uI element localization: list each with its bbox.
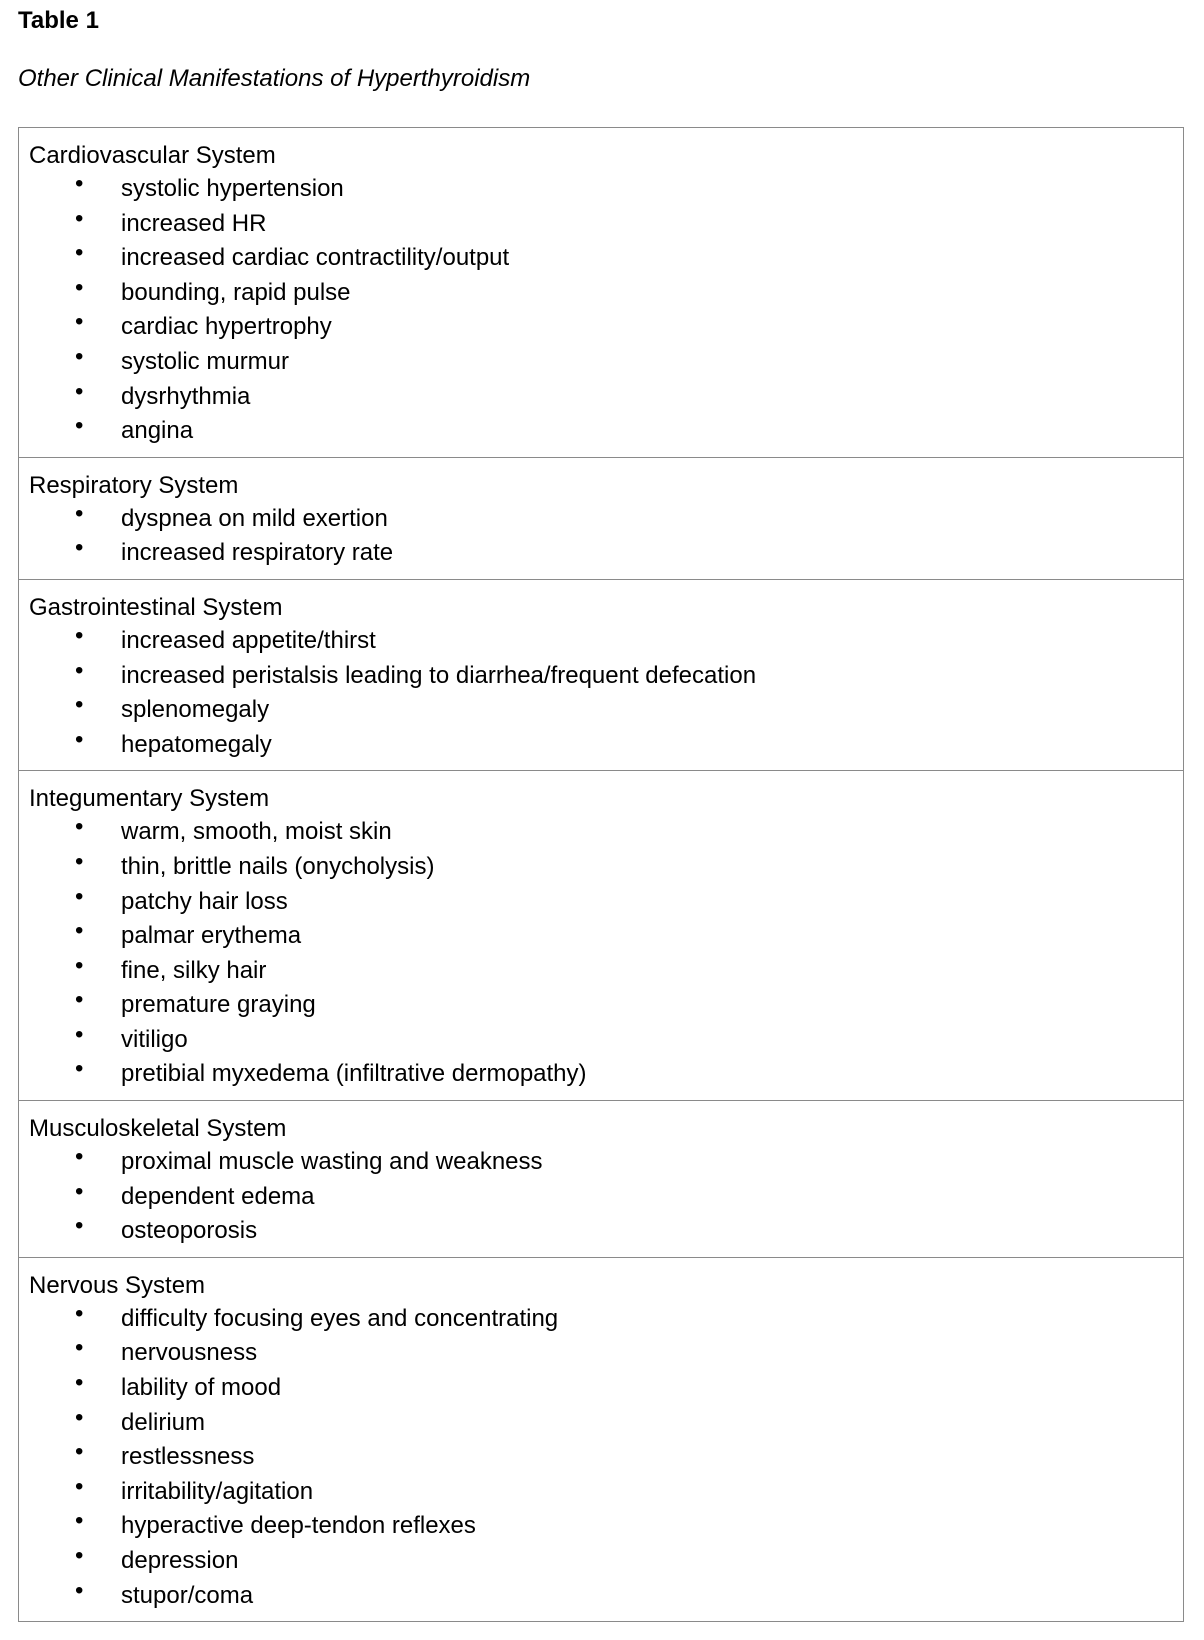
list-item-text: dysrhythmia bbox=[121, 382, 251, 410]
list-item bbox=[29, 1057, 1183, 1092]
list-item bbox=[29, 1403, 1183, 1441]
list-item-text: pretibial myxedema (infiltrative dermopathy) bbox=[121, 1060, 587, 1088]
bullet-icon: • bbox=[75, 273, 84, 301]
list-item bbox=[29, 725, 1183, 763]
list-item bbox=[29, 1472, 1183, 1510]
list-item-text: osteoporosis bbox=[121, 1217, 258, 1245]
list-item-text: hepatomegaly bbox=[121, 730, 272, 758]
bullet-icon: • bbox=[75, 239, 84, 267]
table-label: Table 1 bbox=[18, 7, 99, 34]
list-item bbox=[29, 1145, 1183, 1180]
bullet-icon: • bbox=[75, 1576, 84, 1604]
list-item-text: palmar erythema bbox=[121, 922, 302, 950]
manifestation-list bbox=[29, 621, 1183, 762]
bullet-icon: • bbox=[75, 1438, 84, 1466]
list-item bbox=[29, 342, 1183, 380]
bullet-icon: • bbox=[75, 1143, 84, 1171]
bullet-icon: • bbox=[75, 170, 84, 197]
manifestation-list bbox=[29, 1145, 1183, 1249]
list-item bbox=[29, 693, 1183, 728]
section-musculoskeletal-system bbox=[19, 1100, 1183, 1257]
list-item-text: proximal muscle wasting and weakness bbox=[121, 1148, 543, 1176]
section-cardiovascular-system bbox=[19, 128, 1183, 457]
bullet-icon: • bbox=[75, 813, 84, 841]
list-item bbox=[29, 815, 1183, 850]
list-item-text: difficulty focusing eyes and concentrating bbox=[121, 1304, 559, 1332]
bullet-icon: • bbox=[75, 1212, 84, 1240]
list-item-text: lability of mood bbox=[121, 1374, 282, 1402]
list-item-text: depression bbox=[121, 1547, 239, 1574]
list-item bbox=[29, 988, 1183, 1023]
list-item-text: systolic murmur bbox=[121, 347, 290, 375]
bullet-icon: • bbox=[75, 1299, 84, 1327]
bullet-icon: • bbox=[75, 1507, 84, 1535]
bullet-icon: • bbox=[75, 1542, 84, 1569]
list-item bbox=[29, 414, 1183, 449]
list-item bbox=[29, 919, 1183, 954]
list-item-text: increased appetite/thirst bbox=[121, 626, 376, 654]
manifestation-list bbox=[29, 172, 1183, 449]
section-title: Respiratory System bbox=[29, 471, 239, 499]
list-item-text: restlessness bbox=[121, 1443, 255, 1471]
list-item bbox=[29, 1576, 1183, 1614]
list-item bbox=[29, 499, 1183, 537]
manifestation-list bbox=[29, 499, 1183, 571]
list-item-text: bounding, rapid pulse bbox=[121, 278, 351, 306]
section-nervous-system bbox=[19, 1257, 1183, 1621]
list-item bbox=[29, 1299, 1183, 1337]
bullet-icon: • bbox=[75, 204, 84, 232]
list-item bbox=[29, 1336, 1183, 1371]
section-integumentary-system bbox=[19, 770, 1183, 1100]
list-item-text: premature graying bbox=[121, 991, 316, 1019]
list-item bbox=[29, 273, 1183, 311]
manifestation-list bbox=[29, 815, 1183, 1092]
section-gastrointestinal-system bbox=[19, 579, 1183, 770]
table-caption: Other Clinical Manifestations of Hyperthyroidism bbox=[18, 65, 531, 92]
section-title: Integumentary System bbox=[29, 785, 270, 813]
list-item-text: irritability/agitation bbox=[121, 1477, 314, 1505]
bullet-icon: • bbox=[75, 621, 84, 649]
list-item bbox=[29, 656, 1183, 694]
list-item-text: vitiligo bbox=[121, 1025, 188, 1053]
manifestation-list bbox=[29, 1299, 1183, 1613]
bullet-icon: • bbox=[75, 725, 84, 753]
list-item-text: dependent edema bbox=[121, 1182, 315, 1210]
bullet-icon: • bbox=[75, 951, 84, 979]
bullet-icon: • bbox=[75, 1020, 84, 1048]
section-respiratory-system bbox=[19, 457, 1183, 579]
list-item-text: patchy hair loss bbox=[121, 887, 288, 915]
list-item bbox=[29, 621, 1183, 659]
section-title: Gastrointestinal System bbox=[29, 593, 283, 621]
bullet-icon: • bbox=[75, 691, 84, 719]
list-item bbox=[29, 1440, 1183, 1475]
list-item-text: nervousness bbox=[121, 1339, 258, 1367]
list-item-text: increased peristalsis leading to diarrhea/frequent defecation bbox=[121, 661, 757, 689]
bullet-icon: • bbox=[75, 499, 84, 527]
section-title: Musculoskeletal System bbox=[29, 1115, 287, 1143]
manifestations-table bbox=[18, 127, 1184, 1622]
list-item-text: angina bbox=[121, 417, 194, 445]
list-item bbox=[29, 536, 1183, 571]
list-item bbox=[29, 882, 1183, 920]
list-item-text: systolic hypertension bbox=[121, 175, 344, 202]
list-item-text: hyperactive deep-tendon reflexes bbox=[121, 1512, 476, 1540]
list-item-text: fine, silky hair bbox=[121, 956, 267, 984]
list-item-text: cardiac hypertrophy bbox=[121, 313, 332, 341]
list-item-text: increased HR bbox=[121, 209, 267, 237]
list-item bbox=[29, 1214, 1183, 1249]
bullet-icon: • bbox=[75, 656, 84, 684]
bullet-icon: • bbox=[75, 986, 84, 1014]
bullet-icon: • bbox=[75, 342, 84, 370]
list-item bbox=[29, 1177, 1183, 1215]
list-item-text: increased cardiac contractility/output bbox=[121, 244, 510, 272]
bullet-icon: • bbox=[75, 1403, 84, 1431]
list-item-text: warm, smooth, moist skin bbox=[121, 818, 392, 846]
bullet-icon: • bbox=[75, 1177, 84, 1205]
bullet-icon: • bbox=[75, 882, 84, 910]
list-item bbox=[29, 1544, 1183, 1579]
list-item-text: stupor/coma bbox=[121, 1581, 254, 1609]
bullet-icon: • bbox=[75, 917, 84, 945]
list-item-text: delirium bbox=[121, 1408, 206, 1436]
section-title: Nervous System bbox=[29, 1271, 206, 1299]
list-item bbox=[29, 204, 1183, 242]
bullet-icon: • bbox=[75, 847, 84, 875]
list-item bbox=[29, 1020, 1183, 1058]
bullet-icon: • bbox=[75, 534, 84, 562]
list-item bbox=[29, 1371, 1183, 1406]
section-title: Cardiovascular System bbox=[29, 142, 276, 169]
list-item-text: dyspnea on mild exertion bbox=[121, 504, 388, 532]
bullet-icon: • bbox=[75, 308, 84, 336]
bullet-icon: • bbox=[75, 1472, 84, 1500]
bullet-icon: • bbox=[75, 1369, 84, 1397]
bullet-icon: • bbox=[75, 412, 84, 440]
list-item bbox=[29, 847, 1183, 885]
bullet-icon: • bbox=[75, 1334, 84, 1362]
list-item bbox=[29, 951, 1183, 989]
bullet-icon: • bbox=[75, 1055, 84, 1083]
list-item-text: increased respiratory rate bbox=[121, 539, 394, 567]
list-item bbox=[29, 172, 1183, 207]
list-item-text: thin, brittle nails (onycholysis) bbox=[121, 852, 435, 880]
list-item bbox=[29, 1509, 1183, 1544]
list-item bbox=[29, 377, 1183, 415]
bullet-icon: • bbox=[75, 377, 84, 405]
list-item bbox=[29, 241, 1183, 276]
list-item-text: splenomegaly bbox=[121, 696, 270, 724]
list-item bbox=[29, 310, 1183, 345]
